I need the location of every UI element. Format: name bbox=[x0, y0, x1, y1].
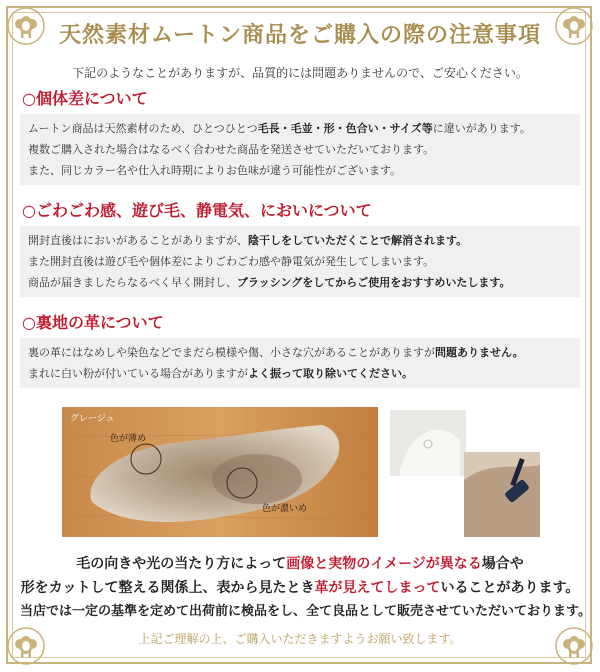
sheepskin-photo bbox=[62, 407, 378, 537]
photo-label-dark: 色が濃いめ bbox=[262, 504, 308, 514]
caption-block bbox=[20, 552, 591, 624]
section-heading: ○裏地の革について bbox=[22, 313, 164, 332]
caption-line: 形をカットして整える関係上、表から見たとき革が見えてしまっていることがあります。 bbox=[20, 580, 580, 596]
section-line: 商品が届きましたらなるべく早く開封し、ブラッシングをしてからご使用をおすすめいたします。 bbox=[28, 276, 511, 289]
photo-label-light: 色が薄め bbox=[110, 434, 147, 444]
section-heading: ○ごわごわ感、遊び毛、静電気、においについて bbox=[22, 201, 372, 220]
section-box bbox=[20, 114, 580, 185]
section-line: また開封直後は遊び毛や個体差によりごわごわ感や静電気が発生してしまいます。 bbox=[28, 255, 435, 268]
caption-line: 毛の向きや光の当たり方によって画像と実物のイメージが異なる場合や bbox=[76, 556, 524, 572]
section-line: 裏の革にはなめしや染色などでまだら模様や傷、小さな穴があることがありますが問題ありません。 bbox=[28, 346, 524, 359]
section-heading: ○個体差について bbox=[22, 89, 148, 108]
section-texture-odor bbox=[20, 200, 580, 297]
detail-photos bbox=[390, 410, 540, 537]
sheep-icon bbox=[554, 6, 594, 46]
sheep-icon bbox=[554, 626, 594, 666]
section-leather-back bbox=[20, 312, 580, 388]
section-line: 複数ご購入された場合はなるべく合わせた商品を発送させていただいております。 bbox=[28, 143, 435, 156]
section-line: 開封直後はにおいがあることがありますが、陰干しをしていただくことで解消されます。 bbox=[28, 234, 468, 247]
page-title: 天然素材ムートン商品をご購入の際の注意事項 bbox=[59, 22, 541, 48]
section-line: ムートン商品は天然素材のため、ひとつひとつ毛長・毛並・形・色合い・サイズ等に違いがあります。 bbox=[28, 122, 531, 135]
intro-text: 下記のようなことがありますが、品質的には問題ありませんので、ご安心ください。 bbox=[72, 66, 528, 80]
footer-text: 上記ご理解の上、ご購入いただきますようお願い致します。 bbox=[138, 632, 462, 646]
caption-line: 当店では一定の基準を定めて出荷前に検品をし、全て良品として販売させていただいております。 bbox=[20, 604, 591, 619]
sheep-icon bbox=[6, 6, 46, 46]
section-individual-differences bbox=[20, 88, 580, 185]
section-box bbox=[20, 226, 580, 297]
sheep-icon bbox=[6, 626, 46, 666]
photo-color-name: グレージュ bbox=[70, 414, 115, 424]
section-line: また、同じカラー名や仕入れ時期によりお色味が違う可能性がございます。 bbox=[28, 164, 402, 177]
section-line: まれに白い粉が付いている場合がありますがよく振って取り除いてください。 bbox=[28, 367, 413, 380]
section-box bbox=[20, 338, 580, 388]
